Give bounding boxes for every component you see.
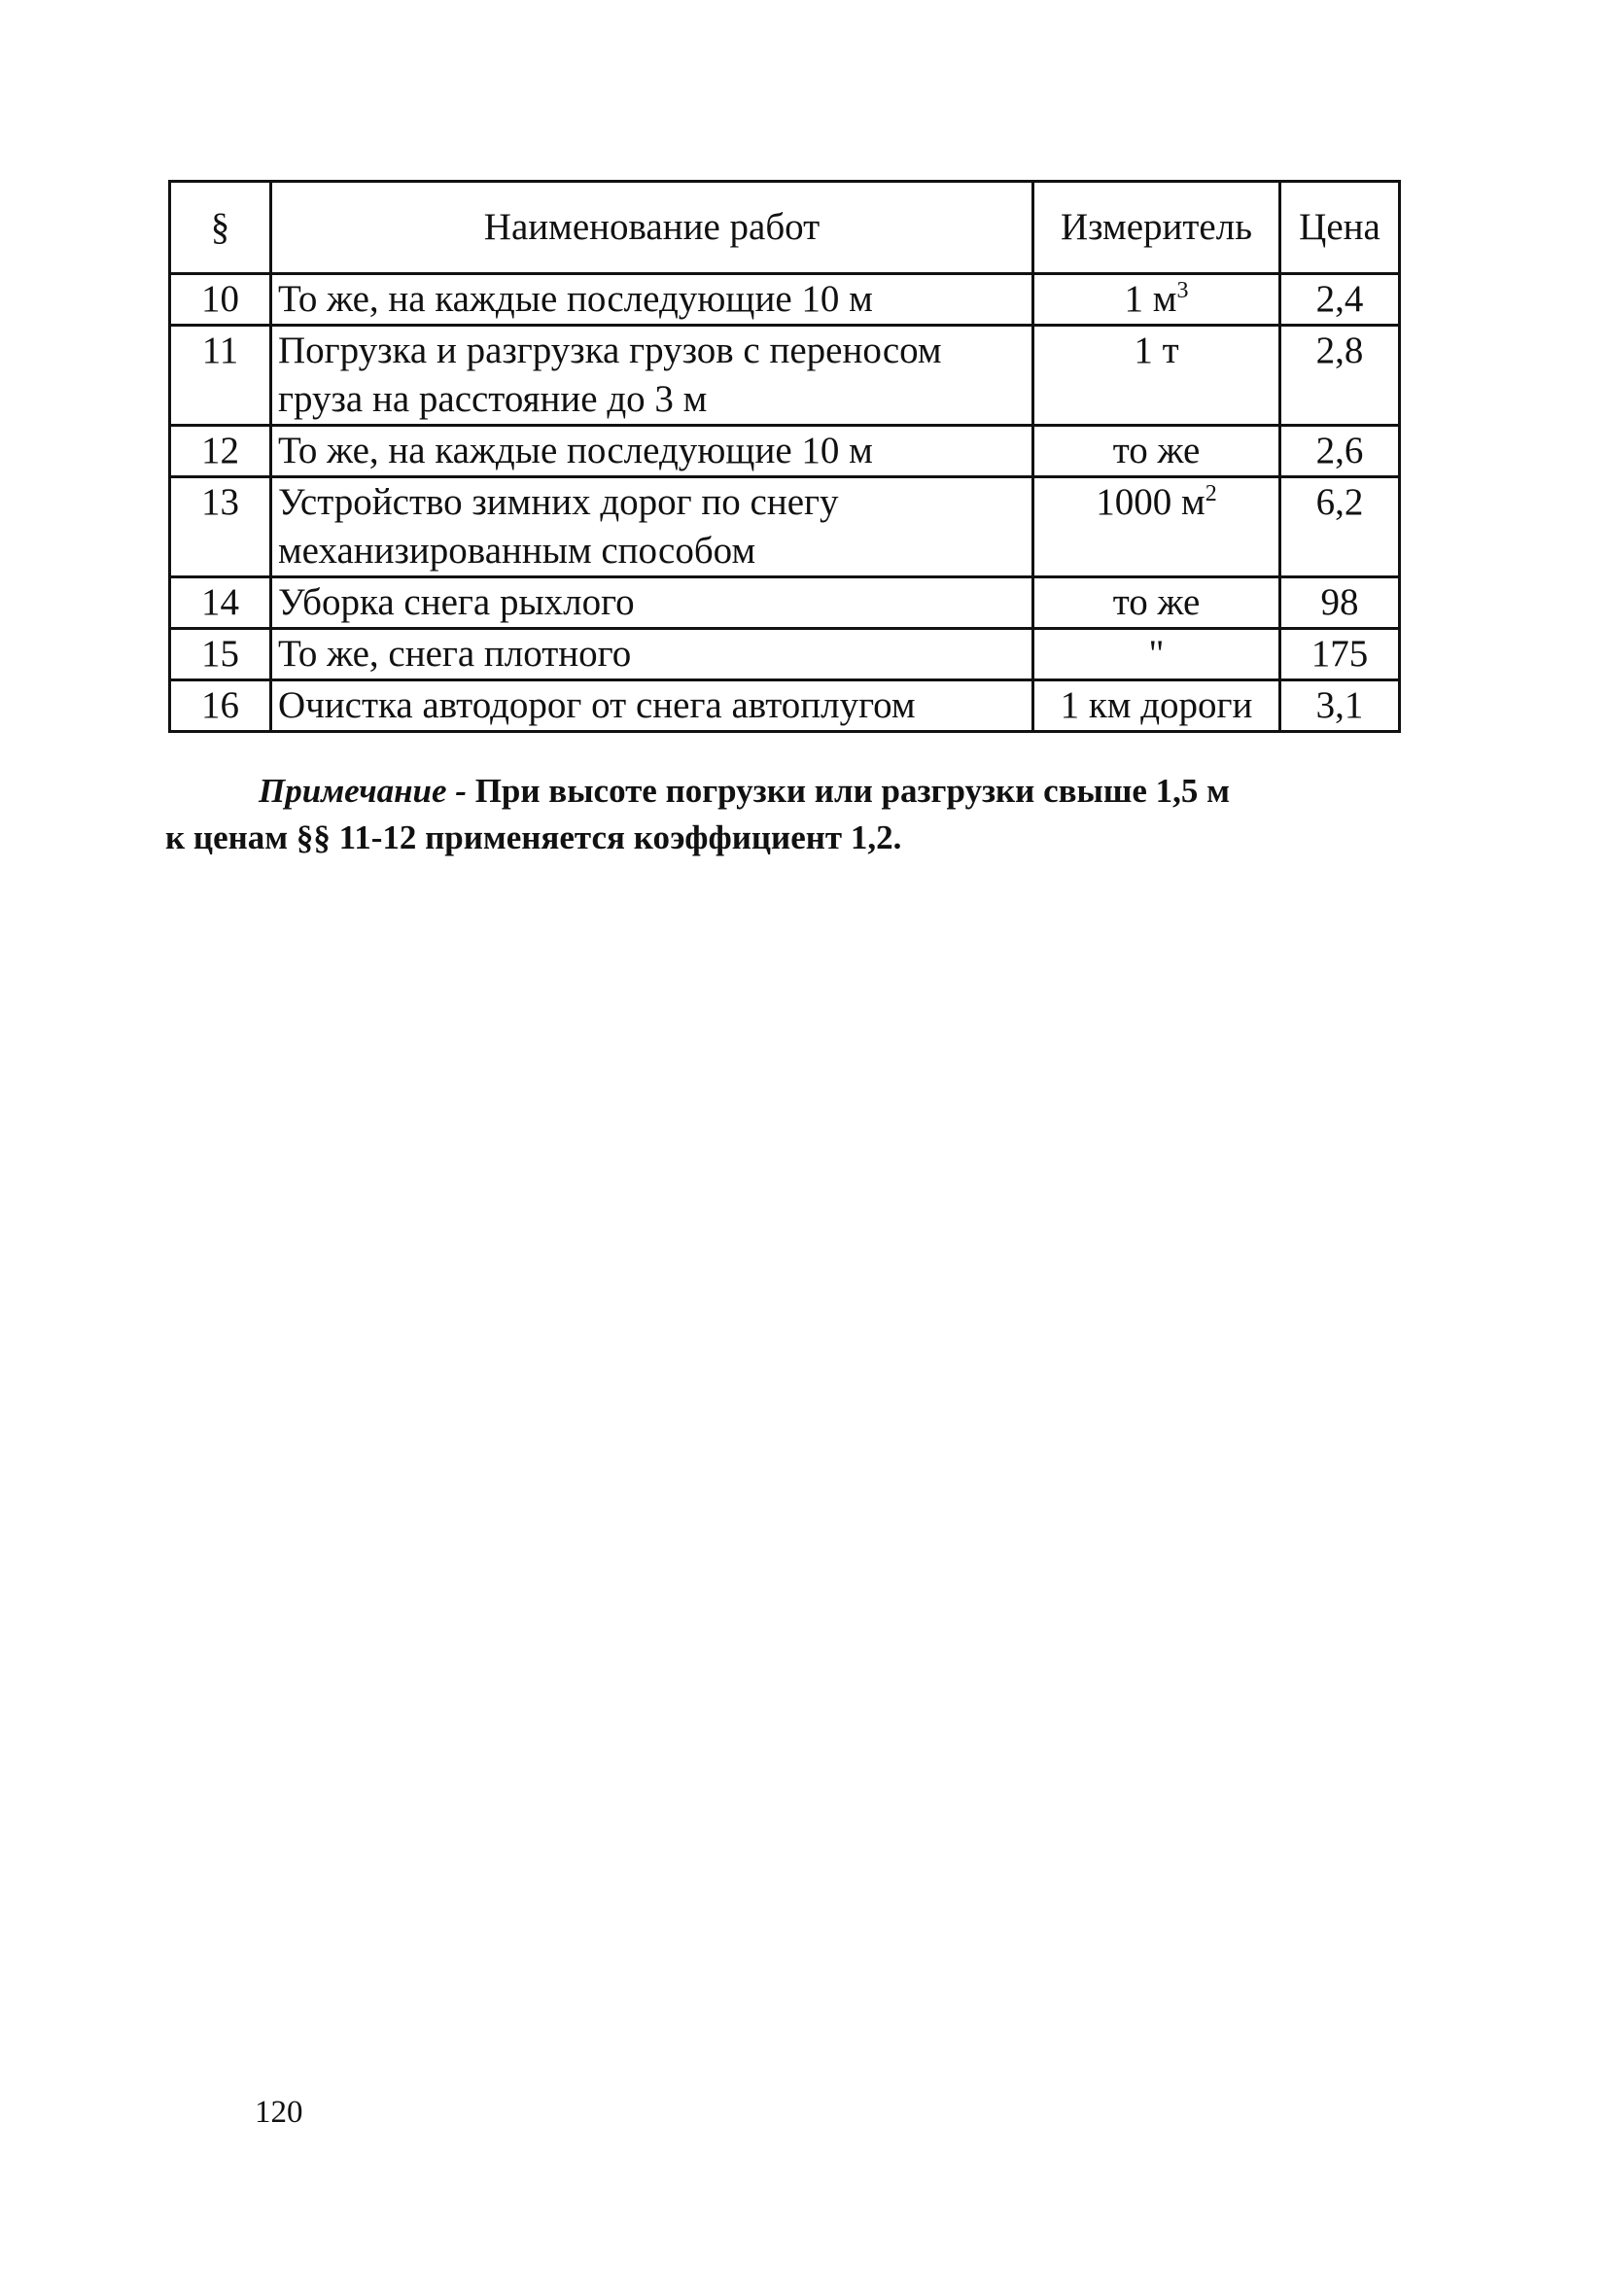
row-work-name: То же, на каждые последующие 10 м	[271, 274, 1033, 326]
header-work-name: Наименование работ	[271, 182, 1033, 274]
row-price: 2,4	[1280, 274, 1400, 326]
table-row	[170, 274, 1400, 326]
row-price: 2,6	[1280, 426, 1400, 477]
row-number: 10	[170, 274, 271, 326]
row-number: 15	[170, 629, 271, 680]
row-unit: то же	[1033, 426, 1280, 477]
row-price: 2,8	[1280, 326, 1400, 426]
row-unit: 1 т	[1033, 326, 1280, 426]
row-number: 14	[170, 577, 271, 629]
row-work-name: Уборка снега рыхлого	[271, 577, 1033, 629]
row-price: 6,2	[1280, 477, 1400, 577]
table-row	[170, 326, 1400, 426]
table-header-row	[170, 182, 1400, 274]
row-unit: 1 $м^3$	[1033, 274, 1280, 326]
table-note	[165, 768, 1425, 861]
row-price: 3,1	[1280, 680, 1400, 732]
row-number: 11	[170, 326, 271, 426]
row-unit: 1000 $м^2$	[1033, 477, 1280, 577]
row-work-name: То же, на каждые последующие 10 м	[271, 426, 1033, 477]
table-row	[170, 629, 1400, 680]
note-text-1: При высоте погрузки или разгрузки свыше 1,5 м	[474, 772, 1231, 810]
row-number: 16	[170, 680, 271, 732]
table-row	[170, 577, 1400, 629]
row-work-name: Погрузка и разгрузка грузов с переносом груза на расстояние до 3 м	[271, 326, 1033, 426]
table-row	[170, 477, 1400, 577]
header-unit: Измеритель	[1033, 182, 1280, 274]
row-work-name: Устройство зимних дорог по снегу механизированным способом	[271, 477, 1033, 577]
note-line-1	[259, 768, 1425, 815]
row-work-name: Очистка автодорог от снега автоплугом	[271, 680, 1033, 732]
row-price: 175	[1280, 629, 1400, 680]
row-unit: 1 км дороги	[1033, 680, 1280, 732]
row-number: 12	[170, 426, 271, 477]
price-table	[168, 180, 1401, 733]
header-price: Цена	[1280, 182, 1400, 274]
row-number: 13	[170, 477, 271, 577]
row-price: 98	[1280, 577, 1400, 629]
page-number: 120	[255, 2095, 303, 2130]
table-row	[170, 426, 1400, 477]
header-section: §	[170, 182, 271, 274]
row-unit: то же	[1033, 577, 1280, 629]
note-label: Примечание -	[259, 772, 467, 810]
table-row	[170, 680, 1400, 732]
row-work-name: То же, снега плотного	[271, 629, 1033, 680]
row-unit: "	[1033, 629, 1280, 680]
note-line-2: к ценам §§ 11-12 применяется коэффициент 1,2.	[165, 818, 902, 856]
